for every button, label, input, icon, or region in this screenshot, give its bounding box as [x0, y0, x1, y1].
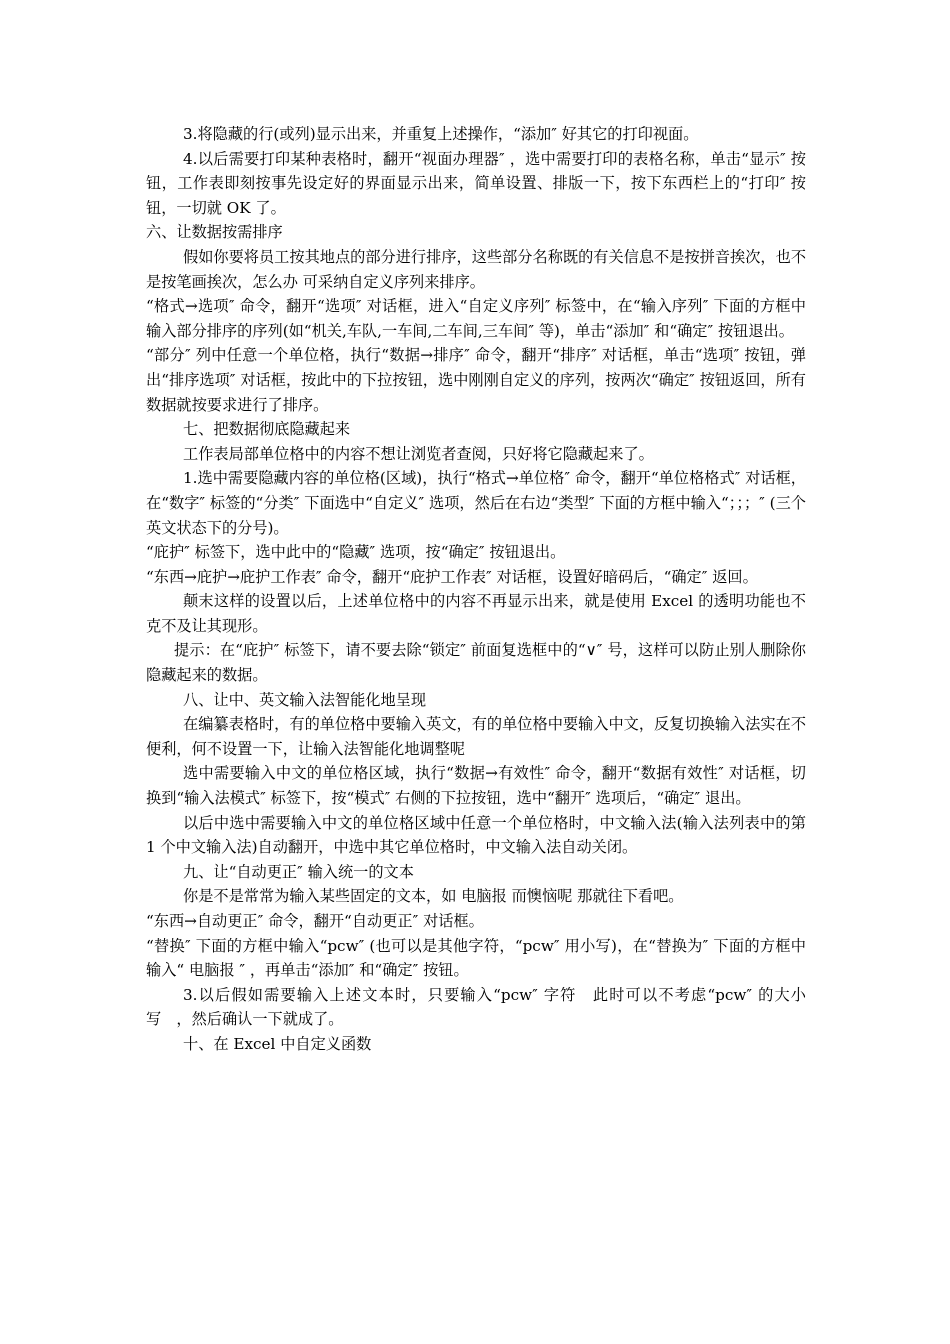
paragraph: “东西→自动更正″ 命令，翻开“自动更正″ 对话框。	[146, 912, 484, 930]
section-heading: 十、在 Excel 中自定义函数	[183, 1034, 372, 1053]
paragraph: 1.选中需要隐藏内容的单位格(区域)，执行“格式→单位格″ 命令，翻开“单位格格式″ 对话框，在“数字″ 标签的“分类″ 下面选中“自定义″ 选项，然后在右边“类型″ 下面的方框中输入“；；；″ (三个英文状态下的分号)。	[146, 469, 806, 537]
paragraph: 3.将隐藏的行(或列)显示出来，并重复上述操作，“添加″ 好其它的打印视面。	[183, 125, 699, 143]
paragraph: 工作表局部单位格中的内容不想让浏览者查阅，只好将它隐藏起来了。	[183, 444, 654, 463]
paragraph: 颠末这样的设置以后，上述单位格中的内容不再显示出来，就是使用 Excel 的透明功能也不克不及让其现形。	[146, 592, 806, 635]
paragraph: 假如你要将员工按其地点的部分进行排序，这些部分名称既的有关信息不是按拼音挨次，也不是按笔画挨次，怎么办 可采纳自定义序列来排序。	[146, 247, 806, 291]
paragraph: 以后中选中需要输入中文的单位格区域中任意一个单位格时，中文输入法(输入法列表中的第 1 个中文输入法)自动翻开，中选中其它单位格时，中文输入法自动关闭。	[146, 813, 806, 857]
section-heading: 六、让数据按需排序	[146, 223, 283, 242]
paragraph: “替换″ 下面的方框中输入“pcw″ (也可以是其他字符，“pcw″ 用小写)，在“替换为″ 下面的方框中输入“ 电脑报 ″ ，再单击“添加″ 和“确定″ 按钮。	[146, 936, 806, 980]
section-heading: 九、让“自动更正″ 输入统一的文本	[183, 862, 414, 881]
paragraph: 选中需要输入中文的单位格区域，执行“数据→有效性″ 命令，翻开“数据有效性″ 对话框，切换到“输入法模式″ 标签下，按“模式″ 右侧的下拉按钮，选中“翻开″ 选项后，“确定″ 退出。	[146, 764, 806, 808]
paragraph: “部分″ 列中任意一个单位格，执行“数据→排序″ 命令，翻开“排序″ 对话框，单击“选项″ 按钮，弹出“排序选项″ 对话框，按此中的下拉按钮，选中刚刚自定义的序列，按两次“确定″ 按钮返回，所有数据就按要求进行了排序。	[146, 346, 806, 414]
paragraph: 3.以后假如需要输入上述文本时，只要输入“pcw″ 字符 此时可以不考虑“pcw″ 的大小写 ，然后确认一下就成了。	[146, 985, 806, 1029]
paragraph: “东西→庇护→庇护工作表″ 命令，翻开“庇护工作表″ 对话框，设置好暗码后，“确定″ 返回。	[146, 567, 758, 586]
paragraph: “格式→选项″ 命令，翻开“选项″ 对话框，进入“自定义序列″ 标签中，在“输入序列″ 下面的方框中输入部分排序的序列(如“机关,车队,一车间,二车间,三车间″ 等)，单击“添加″ 和“确定″ 按钮退出。	[146, 297, 806, 340]
paragraph: 4.以后需要打印某种表格时，翻开“视面办理器″ ，选中需要打印的表格名称，单击“显示″ 按钮，工作表即刻按事先设定好的界面显示出来，简单设置、排版一下，按下东西栏上的“打印″ 按钮，一切就 OK 了。	[146, 149, 806, 217]
paragraph: “庇护″ 标签下，选中此中的“隐藏″ 选项，按“确定″ 按钮退出。	[146, 543, 566, 562]
paragraph: 你是不是常常为输入某些固定的文本，如 电脑报 而懊恼呢 那就往下看吧。	[183, 887, 684, 906]
document-body	[146, 122, 806, 1057]
section-heading: 八、让中、英文输入法智能化地呈现	[183, 690, 426, 709]
tip-paragraph: 提示：在“庇护″ 标签下，请不要去除“锁定″ 前面复选框中的“∨″ 号，这样可以防止别人删除你隐藏起来的数据。	[146, 641, 806, 685]
paragraph: 在编纂表格时，有的单位格中要输入英文，有的单位格中要输入中文，反复切换输入法实在不便利，何不设置一下，让输入法智能化地调整呢	[146, 715, 806, 758]
section-heading: 七、把数据彻底隐藏起来	[183, 420, 351, 439]
